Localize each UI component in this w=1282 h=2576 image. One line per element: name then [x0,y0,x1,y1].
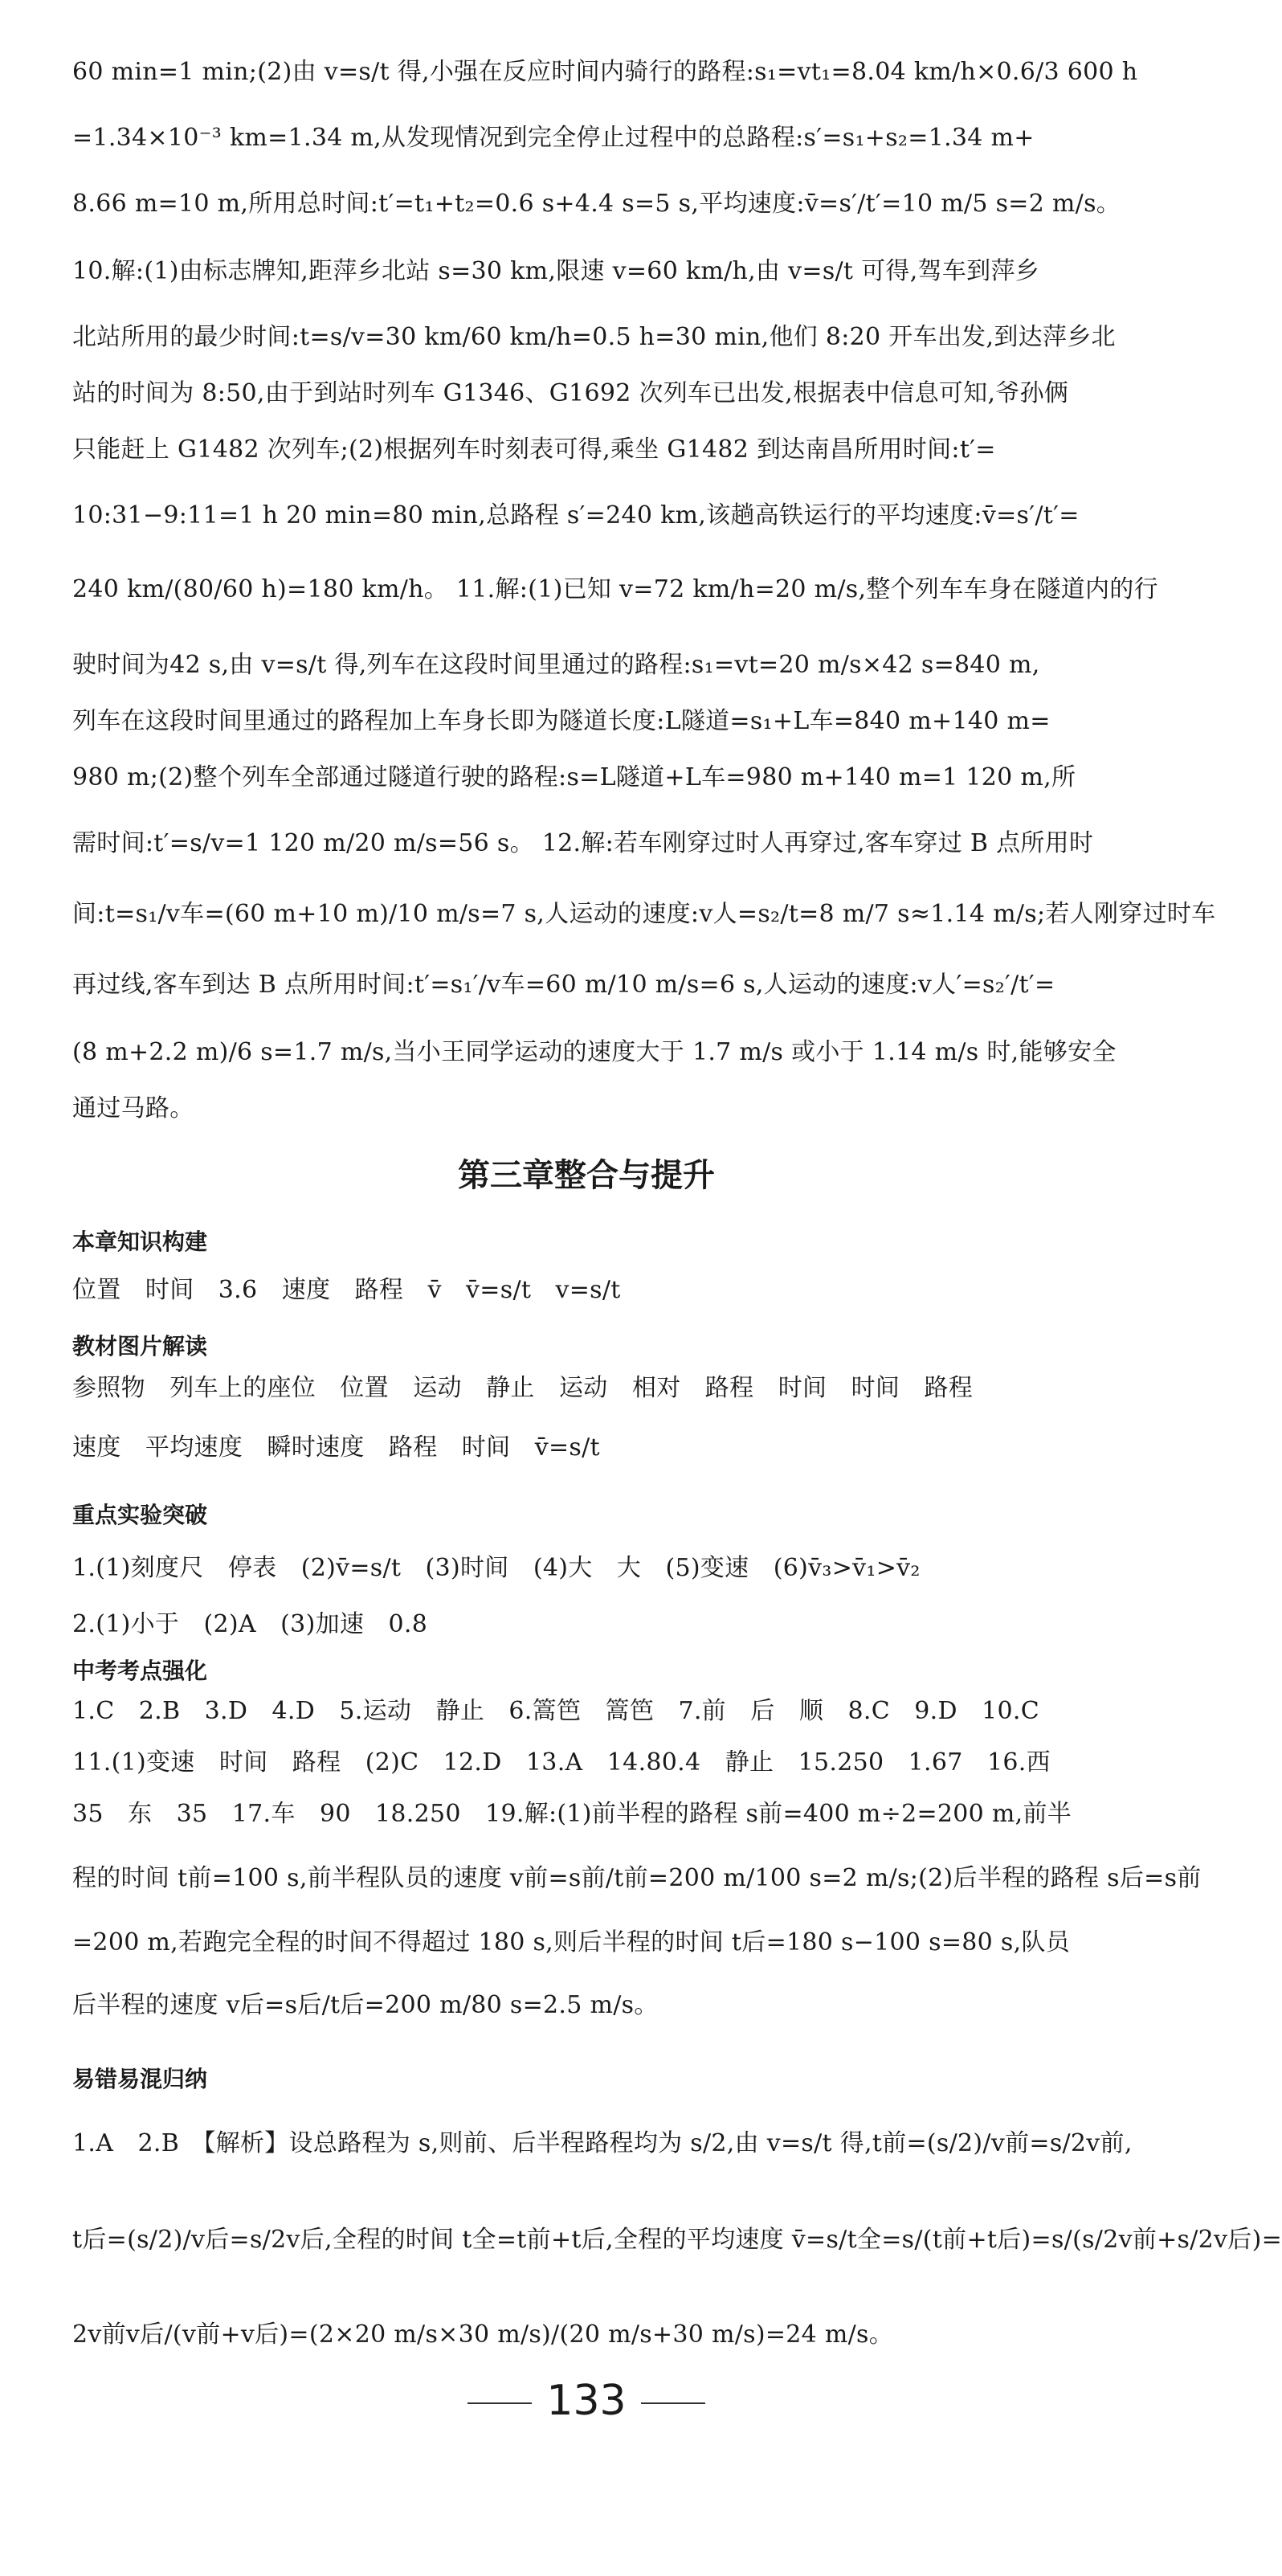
chapter-title: 第三章整合与提升 [458,1157,715,1194]
text-line: 10:31−9:11=1 h 20 min=80 min,总路程 s′=240 km,该趟高铁运行的平均速度:v̄=s′/t′= [72,501,1080,530]
text-line: 速度 平均速度 瞬时速度 路程 时间 v̄=s/t [72,1433,600,1462]
text-line: 240 km/(80/60 h)=180 km/h。 11.解:(1)已知 v=72 km/h=20 m/s,整个列车车身在隧道内的行 [72,575,1158,603]
section-heading: 教材图片解读 [72,1333,208,1360]
page-number [0,2377,1173,2425]
page-number-dash [641,2402,705,2404]
text-line: 程的时间 t前=100 s,前半程队员的速度 v前=s前/t前=200 m/100 s=2 m/s;(2)后半程的路程 s后=s前 [72,1864,1202,1892]
text-line: 8.66 m=10 m,所用总时间:t′=t₁+t₂=0.6 s+4.4 s=5 s,平均速度:v̄=s′/t′=10 m/5 s=2 m/s。 [72,190,1121,218]
text-line: 980 m;(2)整个列车全部通过隧道行驶的路程:s=L隧道+L车=980 m+140 m=1 120 m,所 [72,763,1076,791]
text-line: 驶时间为42 s,由 v=s/t 得,列车在这段时间里通过的路程:s₁=vt=20 m/s×42 s=840 m, [72,651,1040,679]
section-heading: 易错易混归纳 [72,2066,208,2092]
text-line: 参照物 列车上的座位 位置 运动 静止 运动 相对 路程 时间 时间 路程 [72,1374,974,1402]
text-line: 列车在这段时间里通过的路程加上车身长即为隧道长度:L隧道=s₁+L车=840 m+140 m= [72,707,1051,735]
text-line: t后=(s/2)/v后=s/2v后,全程的时间 t全=t前+t后,全程的平均速度 v̄=s/t全=s/(t前+t后)=s/(s/2v前+s/2v后)= [72,2226,1282,2254]
text-line: 位置 时间 3.6 速度 路程 v̄ v̄=s/t v=s/t [72,1276,621,1304]
text-line: 1.C 2.B 3.D 4.D 5.运动 静止 6.篙笆 篙笆 7.前 后 顺 8.C 9.D 10.C [72,1697,1039,1725]
text-line: 2v前v后/(v前+v后)=(2×20 m/s×30 m/s)/(20 m/s+30 m/s)=24 m/s。 [72,2320,894,2349]
section-heading: 重点实验突破 [72,1502,208,1528]
text-line: 只能赶上 G1482 次列车;(2)根据列车时刻表可得,乘坐 G1482 到达南昌所用时间:t′= [72,435,996,464]
text-line: 再过线,客车到达 B 点所用时间:t′=s₁′/v车=60 m/10 m/s=6 s,人运动的速度:v人′=s₂′/t′= [72,971,1055,999]
text-line: 通过马路。 [72,1094,194,1122]
text-line: 11.(1)变速 时间 路程 (2)C 12.D 13.A 14.80.4 静止 15.250 1.67 16.西 [72,1748,1051,1777]
section-heading: 本章知识构建 [72,1229,208,1255]
text-line: 60 min=1 min;(2)由 v=s/t 得,小强在反应时间内骑行的路程:s₁=vt₁=8.04 km/h×0.6/3 600 h [72,58,1138,86]
text-line: =200 m,若跑完全程的时间不得超过 180 s,则后半程的时间 t后=180 s−100 s=80 s,队员 [72,1928,1071,1957]
text-line: 北站所用的最少时间:t=s/v=30 km/60 km/h=0.5 h=30 min,他们 8:20 开车出发,到达萍乡北 [72,323,1116,351]
page-number-dash [467,2402,532,2404]
text-line: 10.解:(1)由标志牌知,距萍乡北站 s=30 km,限速 v=60 km/h,由 v=s/t 可得,驾车到萍乡 [72,257,1040,285]
text-line: 1.(1)刻度尺 停表 (2)v̄=s/t (3)时间 (4)大 大 (5)变速 (6)v̄₃>v̄₁>v̄₂ [72,1554,921,1582]
text-line: 35 东 35 17.车 90 18.250 19.解:(1)前半程的路程 s前=400 m÷2=200 m,前半 [72,1800,1072,1828]
text-line: =1.34×10⁻³ km=1.34 m,从发现情况到完全停止过程中的总路程:s′=s₁+s₂=1.34 m+ [72,124,1035,152]
page-number-text: 133 [546,2377,627,2425]
text-line: 1.A 2.B 【解析】设总路程为 s,则前、后半程路程均为 s/2,由 v=s/t 得,t前=(s/2)/v前=s/2v前, [72,2129,1133,2157]
text-line: 站的时间为 8:50,由于到站时列车 G1346、G1692 次列车已出发,根据表中信息可知,爷孙俩 [72,379,1069,407]
text-line: 2.(1)小于 (2)A (3)加速 0.8 [72,1610,428,1638]
text-line: 间:t=s₁/v车=(60 m+10 m)/10 m/s=7 s,人运动的速度:v人=s₂/t=8 m/7 s≈1.14 m/s;若人刚穿过时车 [72,900,1216,928]
text-line: 需时间:t′=s/v=1 120 m/20 m/s=56 s。 12.解:若车刚穿过时人再穿过,客车穿过 B 点所用时 [72,829,1094,857]
text-line: 后半程的速度 v后=s后/t后=200 m/80 s=2.5 m/s。 [72,1991,659,2019]
text-line: (8 m+2.2 m)/6 s=1.7 m/s,当小王同学运动的速度大于 1.7 m/s 或小于 1.14 m/s 时,能够安全 [72,1038,1117,1066]
section-heading: 中考考点强化 [72,1658,208,1684]
